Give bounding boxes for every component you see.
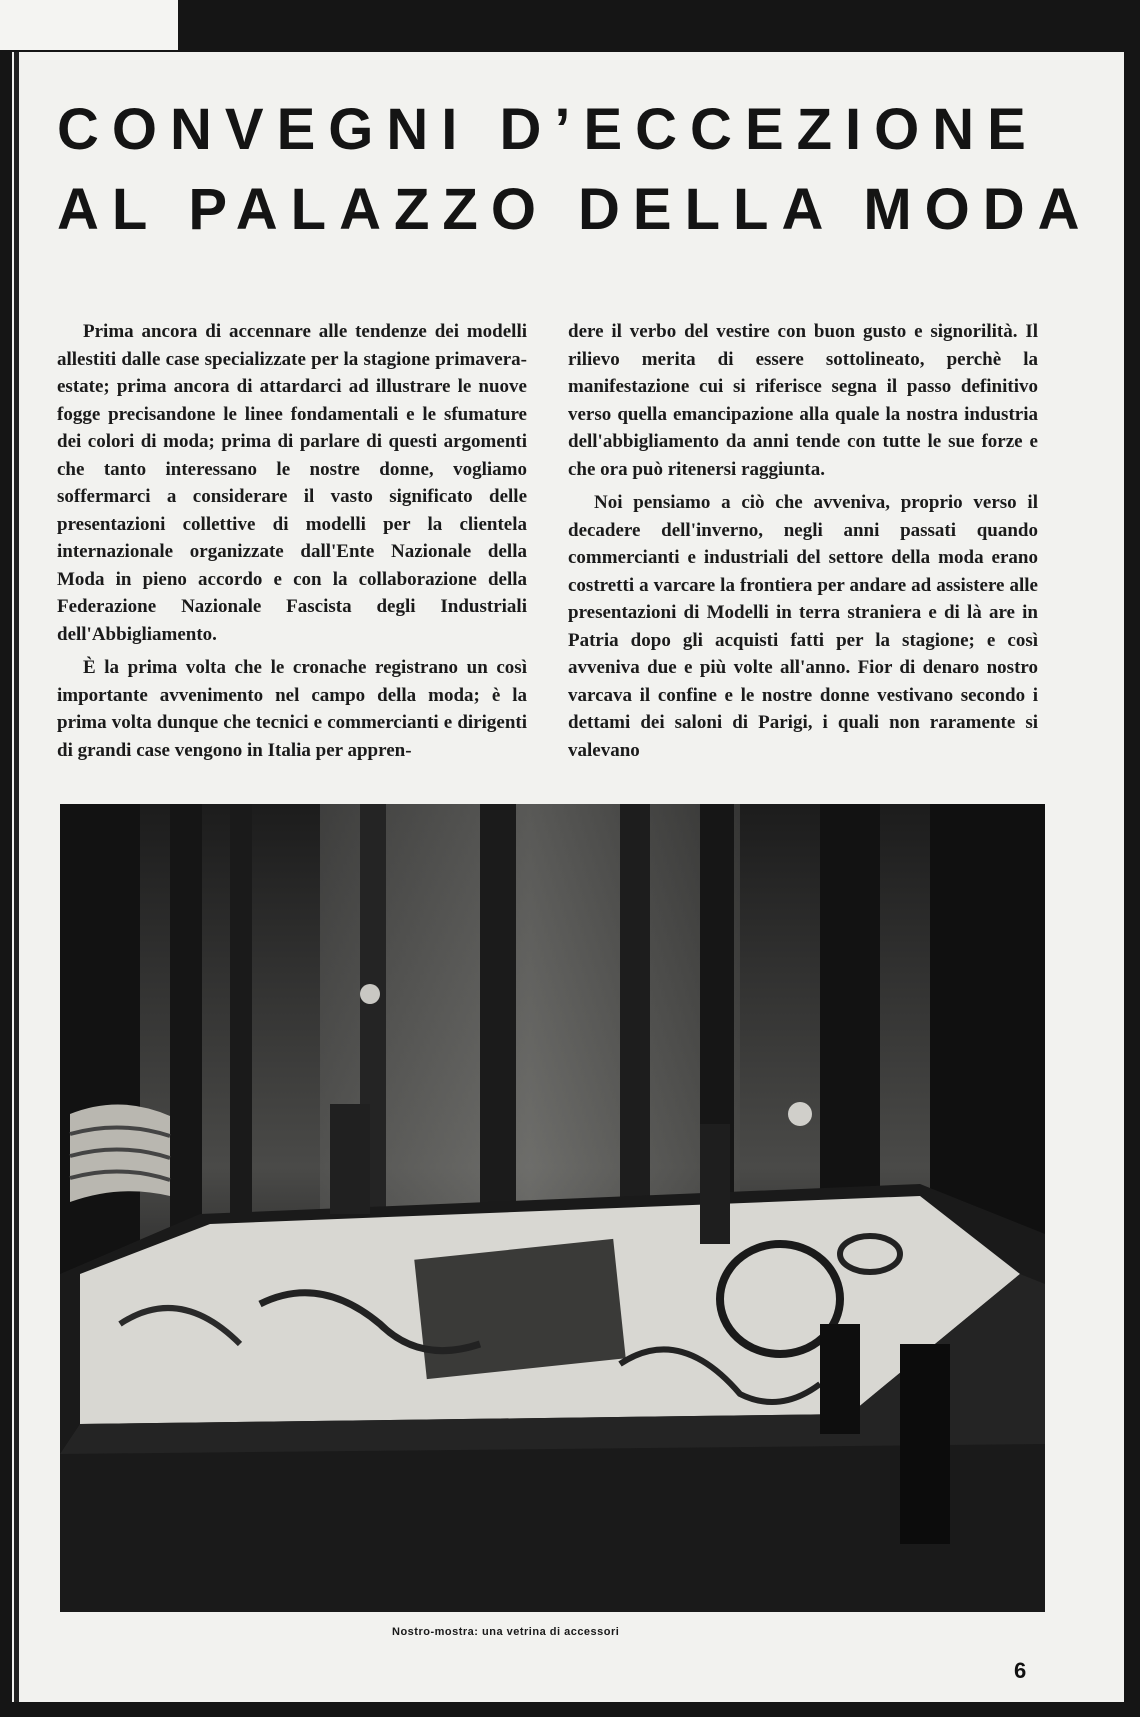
left-edge-rule [14, 52, 19, 1702]
scan-corner-tab [0, 0, 178, 50]
photo-caption: Nostro-mostra: una vetrina di accessori [392, 1626, 620, 1638]
exhibition-photo [60, 804, 1045, 1612]
title-line-2: AL PALAZZO DELLA MODA [57, 177, 1093, 242]
left-text-column [57, 318, 527, 770]
right-paragraph-1: dere il verbo del vestire con buon gusto e signorilità. Il rilievo merita di essere sottolineato, perchè la manifestazione cui si riferisce segna il passo definitivo verso quella emancipazione alla quale la nostra industria dell'abbigliamento da anni tende con tutte le sue forze e che ora può ritenersi raggiunta. [568, 321, 1038, 480]
left-paragraph-1: Prima ancora di accennare alle tendenze dei modelli allestiti dalle case specializzate per la stagione primavera-estate; prima ancora di attardarci ad illustrare le nuove fogge precisandone le linee fondamentali e le sfumature dei colori di moda; prima di parlare di questi argomenti che tanto interessano le nostre donne, vogliamo soffermarci a considerare il vasto significato delle presentazioni collettive di modelli per la clientela internazionale organizzate dall'Ente Nazionale della Moda in pieno accordo e con la collaborazione della Federazione Nazionale Fascista degli Industriali dell'Abbigliamento. [57, 321, 527, 645]
right-text-column [568, 318, 1038, 770]
title-line-1: CONVEGNI D’ECCEZIONE [57, 97, 1039, 162]
magazine-page [12, 52, 1124, 1702]
page-number: 6 [1014, 1658, 1027, 1683]
page-title [57, 90, 1093, 250]
right-paragraph-2: Noi pensiamo a ciò che avveniva, proprio verso il decadere dell'inverno, negli anni passati quando commercianti e industriali del settore della moda erano costretti a varcare la frontiera per andare ad assistere alle presentazioni di Modelli in terra straniera e di là are in Patria dopo gli acquisti fatti per la stagione; e così avveniva due e più volte all'anno. Fior di denaro nostro varcava il confine e le nostre donne vestivano secondo i dettami dei saloni di Parigi, i quali non raramente si valevano [568, 492, 1038, 761]
left-paragraph-2: È la prima volta che le cronache registrano un così importante avvenimento nel campo della moda; è la prima volta dunque che tecnici e commercianti e dirigenti di grandi case vengono in Italia per appren- [57, 657, 527, 761]
